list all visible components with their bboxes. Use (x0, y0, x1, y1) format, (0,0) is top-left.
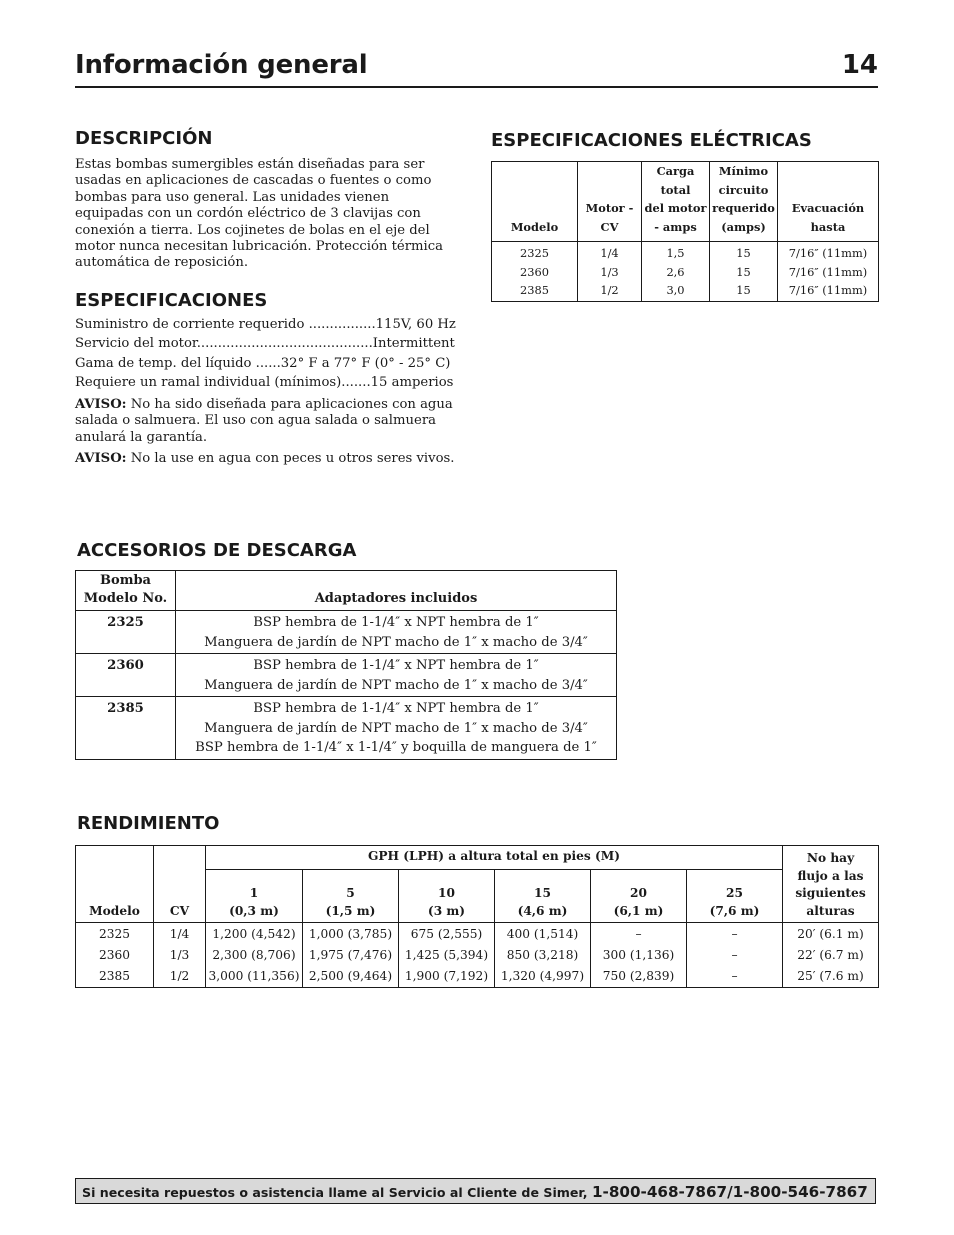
especificaciones-heading: ESPECIFICACIONES (75, 290, 268, 311)
cell-flow: 1,320 (4,997) (495, 966, 591, 988)
cell-amps: 2,6 (642, 263, 710, 282)
cell-cv: 1/2 (154, 966, 206, 988)
cell-cv: 1/2 (578, 281, 642, 301)
cell-modelo: 2360 (520, 264, 549, 279)
aviso-text: No la use en agua con peces u otros seres vivos. (126, 451, 455, 466)
col-header-height: 1 (0,3 m) (206, 870, 303, 923)
col-header-height: 20 (6,1 m) (591, 870, 687, 923)
cell-modelo: 2360 (76, 945, 154, 966)
page-title: Información general (75, 50, 368, 80)
spec-line: Suministro de corriente requerido ................115V, 60 Hz (75, 317, 456, 332)
table-header-row (76, 846, 879, 870)
rendimiento-heading: RENDIMIENTO (77, 813, 220, 834)
cell-cv: 1/3 (578, 263, 642, 282)
table-row (492, 281, 879, 301)
cell-modelo: 2325 (76, 611, 176, 654)
spec-line: Requiere un ramal individual (mínimos).......15 amperios (75, 375, 454, 390)
aviso-label: AVISO: (75, 397, 127, 412)
spec-line: Servicio del motor..........................................Intermittent (75, 336, 455, 351)
table-header-row (76, 571, 617, 611)
cell-circuito: 15 (710, 242, 778, 263)
cell-modelo: 2325 (76, 923, 154, 946)
col-header-height: 25 (7,6 m) (687, 870, 783, 923)
cell-circuito: 15 (710, 263, 778, 282)
cell-modelo: 2385 (76, 966, 154, 988)
performance-table (75, 845, 879, 988)
cell-evacuacion: 7/16″ (11mm) (778, 242, 879, 263)
table-row (76, 697, 617, 760)
cell-modelo: 2325 (520, 246, 549, 260)
cell-modelo: 2385 (76, 697, 176, 760)
col-header-adaptadores: Adaptadores incluidos (176, 571, 617, 611)
cell-flow: 1,200 (4,542) (206, 923, 303, 946)
cell-cv: 1/3 (154, 945, 206, 966)
cell-adaptadores: BSP hembra de 1-1/4″ x NPT hembra de 1″ Manguera de jardín de NPT macho de 1″ x macho de 3/4″ BSP hembra de 1-1/4″ x 1-1/4″ y boquilla de manguera de 1″ (176, 697, 617, 760)
cell-noflow: 22′ (6.7 m) (783, 945, 879, 966)
cell-flow: 750 (2,839) (591, 966, 687, 988)
col-header-modelo: Modelo (76, 846, 154, 923)
accesorios-heading: ACCESORIOS DE DESCARGA (77, 540, 357, 561)
aviso-salt-water (75, 397, 463, 446)
col-header-height: 15 (4,6 m) (495, 870, 591, 923)
cell-cv: 1/4 (578, 242, 642, 263)
col-header-height: 5 (1,5 m) (303, 870, 399, 923)
cell-flow: 675 (2,555) (399, 923, 495, 946)
col-header-noflow: No hay flujo a las siguientes alturas (783, 846, 879, 923)
descripcion-text: Estas bombas sumergibles están diseñadas para ser usadas en aplicaciones de cascadas o fuentes o como bombas para uso general. Las unidades vienen equipadas con un cordón eléctrico de 3 clavijas con conexión a tierra. Los cojinetes de bolas en el eje del motor nunca necesitan lubricación. Protección térmica automática de reposición. (75, 157, 443, 271)
spec-line: Gama de temp. del líquido ......32° F a 77° F (0° - 25° C) (75, 356, 451, 371)
cell-flow: 1,425 (5,394) (399, 945, 495, 966)
aviso-label: AVISO: (75, 451, 127, 466)
cell-amps: 1,5 (642, 242, 710, 263)
aviso-text: No ha sido diseñada para aplicaciones con agua salada o salmuera. El uso con agua salada o salmuera anulará la garantía. (75, 397, 453, 445)
col-header-cv: CV (154, 846, 206, 923)
cell-flow: – (591, 923, 687, 946)
col-header-motor: Motor - CV (578, 162, 642, 242)
col-header-carga: Carga total del motor - amps (642, 162, 710, 242)
footer-contact-box (75, 1178, 876, 1204)
footer-text: Si necesita repuestos o asistencia llame al Servicio al Cliente de Simer, (82, 1185, 592, 1200)
col-header-bomba: Bomba Modelo No. (76, 571, 176, 611)
cell-flow: – (687, 923, 783, 946)
table-row (492, 242, 879, 263)
table-row (76, 945, 879, 966)
cell-adaptadores: BSP hembra de 1-1/4″ x NPT hembra de 1″ Manguera de jardín de NPT macho de 1″ x macho de 3/4″ (176, 654, 617, 697)
descripcion-heading: DESCRIPCIÓN (75, 128, 213, 149)
table-row (76, 923, 879, 946)
header-rule (75, 86, 878, 88)
footer-phone: 1-800-468-7867/1-800-546-7867 (591, 1183, 868, 1201)
table-row (492, 263, 879, 282)
cell-noflow: 25′ (7.6 m) (783, 966, 879, 988)
col-header-minimo: Mínimo circuito requerido (amps) (710, 162, 778, 242)
cell-flow: 1,000 (3,785) (303, 923, 399, 946)
cell-flow: 2,500 (9,464) (303, 966, 399, 988)
cell-modelo: 2385 (520, 283, 549, 297)
cell-evacuacion: 7/16″ (11mm) (778, 281, 879, 301)
cell-circuito: 15 (710, 281, 778, 301)
cell-amps: 3,0 (642, 281, 710, 301)
discharge-accessories-table (75, 570, 617, 760)
table-row (76, 611, 617, 654)
aviso-fish (75, 451, 463, 467)
table-header-row (492, 162, 879, 242)
cell-flow: 1,975 (7,476) (303, 945, 399, 966)
cell-evacuacion: 7/16″ (11mm) (778, 263, 879, 282)
cell-flow: 850 (3,218) (495, 945, 591, 966)
cell-flow: 1,900 (7,192) (399, 966, 495, 988)
col-header-modelo: Modelo (492, 162, 578, 242)
page-number: 14 (841, 50, 878, 80)
cell-flow: – (687, 966, 783, 988)
col-group-header-gph: GPH (LPH) a altura total en pies (M) (206, 846, 783, 870)
col-header-evacuacion: Evacuación hasta (778, 162, 879, 242)
cell-modelo: 2360 (76, 654, 176, 697)
cell-flow: 400 (1,514) (495, 923, 591, 946)
cell-flow: – (687, 945, 783, 966)
col-header-height: 10 (3 m) (399, 870, 495, 923)
cell-adaptadores: BSP hembra de 1-1/4″ x NPT hembra de 1″ Manguera de jardín de NPT macho de 1″ x macho de 3/4″ (176, 611, 617, 654)
cell-noflow: 20′ (6.1 m) (783, 923, 879, 946)
electricas-heading: ESPECIFICACIONES ELÉCTRICAS (491, 130, 812, 151)
table-row (76, 966, 879, 988)
cell-flow: 300 (1,136) (591, 945, 687, 966)
cell-flow: 3,000 (11,356) (206, 966, 303, 988)
electrical-specs-table (491, 161, 879, 302)
table-row (76, 654, 617, 697)
cell-cv: 1/4 (154, 923, 206, 946)
cell-flow: 2,300 (8,706) (206, 945, 303, 966)
